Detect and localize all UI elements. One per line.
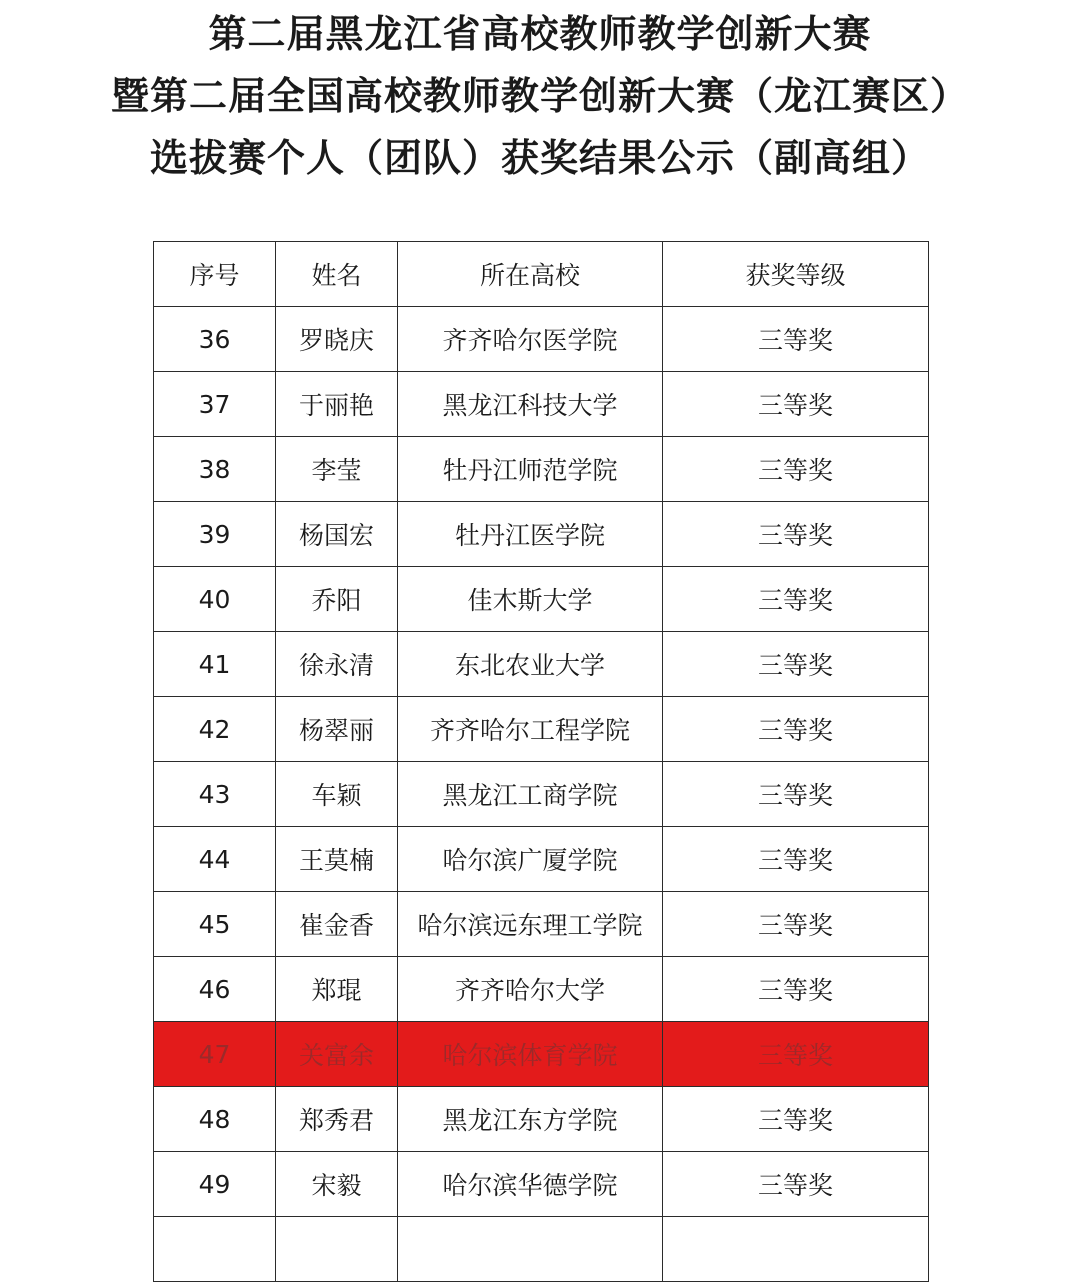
cell-school: 黑龙江科技大学 [398,372,663,437]
cell-no: 43 [154,762,276,827]
cell-name: 李莹 [276,437,398,502]
cell-name: 崔金香 [276,892,398,957]
cell-award: 三等奖 [663,1152,929,1217]
cell-award: 三等奖 [663,372,929,437]
cell-name: 关富余 [276,1022,398,1087]
cell-no: 39 [154,502,276,567]
cell-school: 哈尔滨远东理工学院 [398,892,663,957]
title-line-1: 第二届黑龙江省高校教师教学创新大赛 [208,12,872,56]
cell-school: 黑龙江东方学院 [398,1087,663,1152]
header-name: 姓名 [276,242,398,307]
cell-name [276,1217,398,1282]
cell-school: 牡丹江师范学院 [398,437,663,502]
cell-no: 37 [154,372,276,437]
cell-name: 车颖 [276,762,398,827]
table-row [154,957,929,1022]
cell-no: 38 [154,437,276,502]
table-row [154,437,929,502]
table-header-row [154,242,929,307]
cell-award: 三等奖 [663,632,929,697]
table-body [154,307,929,1282]
table-row [154,1152,929,1217]
cell-school: 齐齐哈尔医学院 [398,307,663,372]
cell-no: 40 [154,567,276,632]
cell-award: 三等奖 [663,827,929,892]
document-title [0,0,1080,189]
cell-no: 44 [154,827,276,892]
cell-school: 黑龙江工商学院 [398,762,663,827]
table-row [154,1087,929,1152]
cell-name: 宋毅 [276,1152,398,1217]
header-no: 序号 [154,242,276,307]
cell-name: 杨翠丽 [276,697,398,762]
cell-award: 三等奖 [663,567,929,632]
cell-no: 42 [154,697,276,762]
awards-table [153,241,929,1282]
cell-school: 牡丹江医学院 [398,502,663,567]
table-row [154,307,929,372]
awards-table-container [153,241,928,1282]
cell-no: 47 [154,1022,276,1087]
cell-name: 罗晓庆 [276,307,398,372]
cell-award: 三等奖 [663,762,929,827]
table-row [154,567,929,632]
cell-award: 三等奖 [663,1022,929,1087]
cell-no: 45 [154,892,276,957]
cell-award [663,1217,929,1282]
cell-no [154,1217,276,1282]
cell-school: 东北农业大学 [398,632,663,697]
cell-award: 三等奖 [663,1087,929,1152]
cell-no: 36 [154,307,276,372]
cell-school: 齐齐哈尔工程学院 [398,697,663,762]
title-line-3: 选拔赛个人（团队）获奖结果公示（副高组） [149,136,930,180]
cell-school: 佳木斯大学 [398,567,663,632]
cell-award: 三等奖 [663,697,929,762]
cell-school [398,1217,663,1282]
cell-school: 齐齐哈尔大学 [398,957,663,1022]
cell-award: 三等奖 [663,892,929,957]
cell-no: 46 [154,957,276,1022]
table-row [154,762,929,827]
cell-name: 于丽艳 [276,372,398,437]
cell-award: 三等奖 [663,957,929,1022]
cell-no: 41 [154,632,276,697]
cell-school: 哈尔滨广厦学院 [398,827,663,892]
cell-award: 三等奖 [663,437,929,502]
table-row [154,1022,929,1087]
table-row [154,632,929,697]
cell-name: 郑秀君 [276,1087,398,1152]
table-row [154,372,929,437]
table-row [154,827,929,892]
cell-award: 三等奖 [663,502,929,567]
title-line-2: 暨第二届全国高校教师教学创新大赛（龙江赛区） [110,74,969,118]
cell-name: 杨国宏 [276,502,398,567]
cell-name: 徐永清 [276,632,398,697]
table-row [154,1217,929,1282]
cell-name: 郑琨 [276,957,398,1022]
cell-no: 49 [154,1152,276,1217]
cell-no: 48 [154,1087,276,1152]
header-school: 所在高校 [398,242,663,307]
cell-award: 三等奖 [663,307,929,372]
table-row [154,697,929,762]
cell-school: 哈尔滨华德学院 [398,1152,663,1217]
cell-name: 王莫楠 [276,827,398,892]
cell-school: 哈尔滨体育学院 [398,1022,663,1087]
cell-name: 乔阳 [276,567,398,632]
table-row [154,502,929,567]
header-award: 获奖等级 [663,242,929,307]
table-row [154,892,929,957]
